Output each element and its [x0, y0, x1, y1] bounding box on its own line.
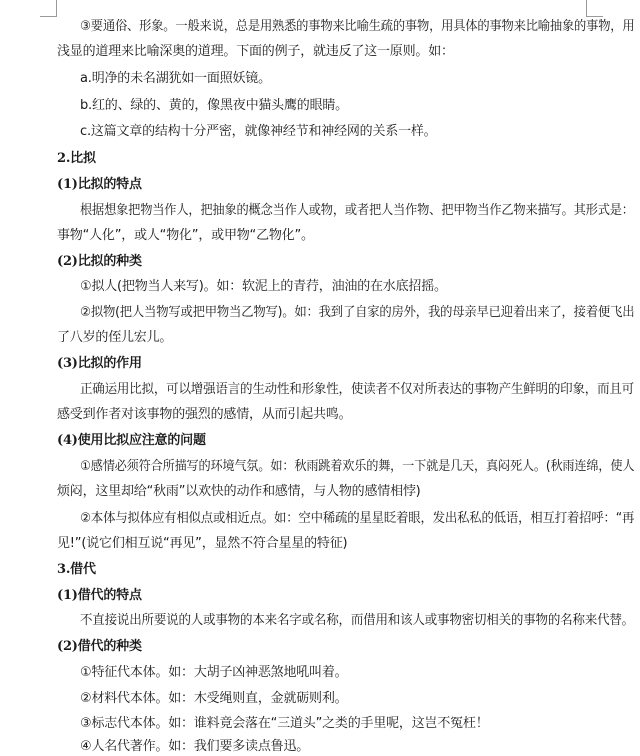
paragraph-line: 不直接说出所要说的人或事物的本来名字或名称，而借用和该人或事物密切相关的事物的名称来代替。	[80, 613, 635, 628]
list-item: ②本体与拟体应有相似点或相近点。如：空中稀疏的星星眨着眼，发出私私的低语，相互打着招呼：“再	[80, 511, 635, 526]
list-item: ①特征代本体。如：大胡子凶神恶煞地吼叫着。	[80, 665, 348, 680]
subsection-heading: (2)比拟的种类	[57, 254, 142, 269]
subsection-heading: (2)借代的种类	[57, 639, 142, 654]
paragraph-line: 见!”(说它们相互说“再见”，显然不符合星星的特征)	[57, 536, 348, 551]
paragraph-line: 事物“人化”，或人“物化”，或甲物“乙物化”。	[57, 228, 314, 243]
subsection-heading: (1)比拟的特点	[57, 177, 142, 192]
list-item: ②拟物(把人当物写或把甲物当乙物写)。如：我到了自家的房外，我的母亲早已迎着出来了，接着便飞出	[80, 305, 635, 320]
crop-mark-top-right-horizontal	[586, 16, 603, 17]
list-item: ①拟人(把物当人来写)。如：软泥上的青荇，油油的在水底招摇。	[80, 279, 447, 294]
example-item: c.这篇文章的结构十分严密，就像神经节和神经网的关系一样。	[80, 124, 437, 139]
paragraph-line: 正确运用比拟，可以增强语言的生动性和形象性，使读者不仅对所表达的事物产生鲜明的印象，而且可	[80, 382, 635, 397]
paragraph-line: 感受到作者对该事物的强烈的感情，从而引起共鸣。	[57, 407, 352, 422]
paragraph-line: ③要通俗、形象。一般来说，总是用熟悉的事物来比喻生疏的事物，用具体的事物来比喻抽象的事物，用	[80, 19, 635, 34]
crop-mark-top-left-vertical	[56, 0, 57, 16]
crop-mark-top-right-vertical	[586, 0, 587, 16]
paragraph-line: 根据想象把物当作人，把抽象的概念当作人或物，或者把人当作物、把甲物当作乙物来描写。其形式是：	[80, 203, 634, 218]
section-heading: 3.借代	[57, 562, 96, 577]
paragraph-line: 了八岁的侄儿宏儿。	[57, 330, 173, 345]
list-item: ③标志代本体。如：谁料竟会落在“三道头”之类的手里呢，这岂不冤枉！	[80, 716, 489, 731]
crop-mark-top-left-horizontal	[40, 16, 57, 17]
list-item: ④人名代著作。如：我们要多读点鲁迅。	[80, 739, 310, 754]
section-heading: 2.比拟	[57, 151, 96, 166]
list-item: ①感情必须符合所描写的环境气氛。如：秋雨跳着欢乐的舞，一下就是几天，真闷死人。(秋雨连绵，使人	[80, 459, 635, 474]
paragraph-line: 烦闷，这里却给“秋雨”以欢快的动作和感情，与人物的感情相悖)	[57, 484, 421, 499]
subsection-heading: (4)使用比拟应注意的问题	[57, 433, 206, 448]
example-item: b.红的、绿的、黄的，像黑夜中猫头鹰的眼睛。	[80, 98, 348, 113]
list-item: ②材料代本体。如：木受绳则直，金就砺则利。	[80, 691, 348, 706]
paragraph-line: 浅显的道理来比喻深奥的道理。下面的例子，就违反了这一原则。如：	[57, 44, 454, 59]
example-item: a.明净的未名湖犹如一面照妖镜。	[80, 71, 271, 86]
subsection-heading: (3)比拟的作用	[57, 356, 142, 371]
subsection-heading: (1)借代的特点	[57, 588, 142, 603]
